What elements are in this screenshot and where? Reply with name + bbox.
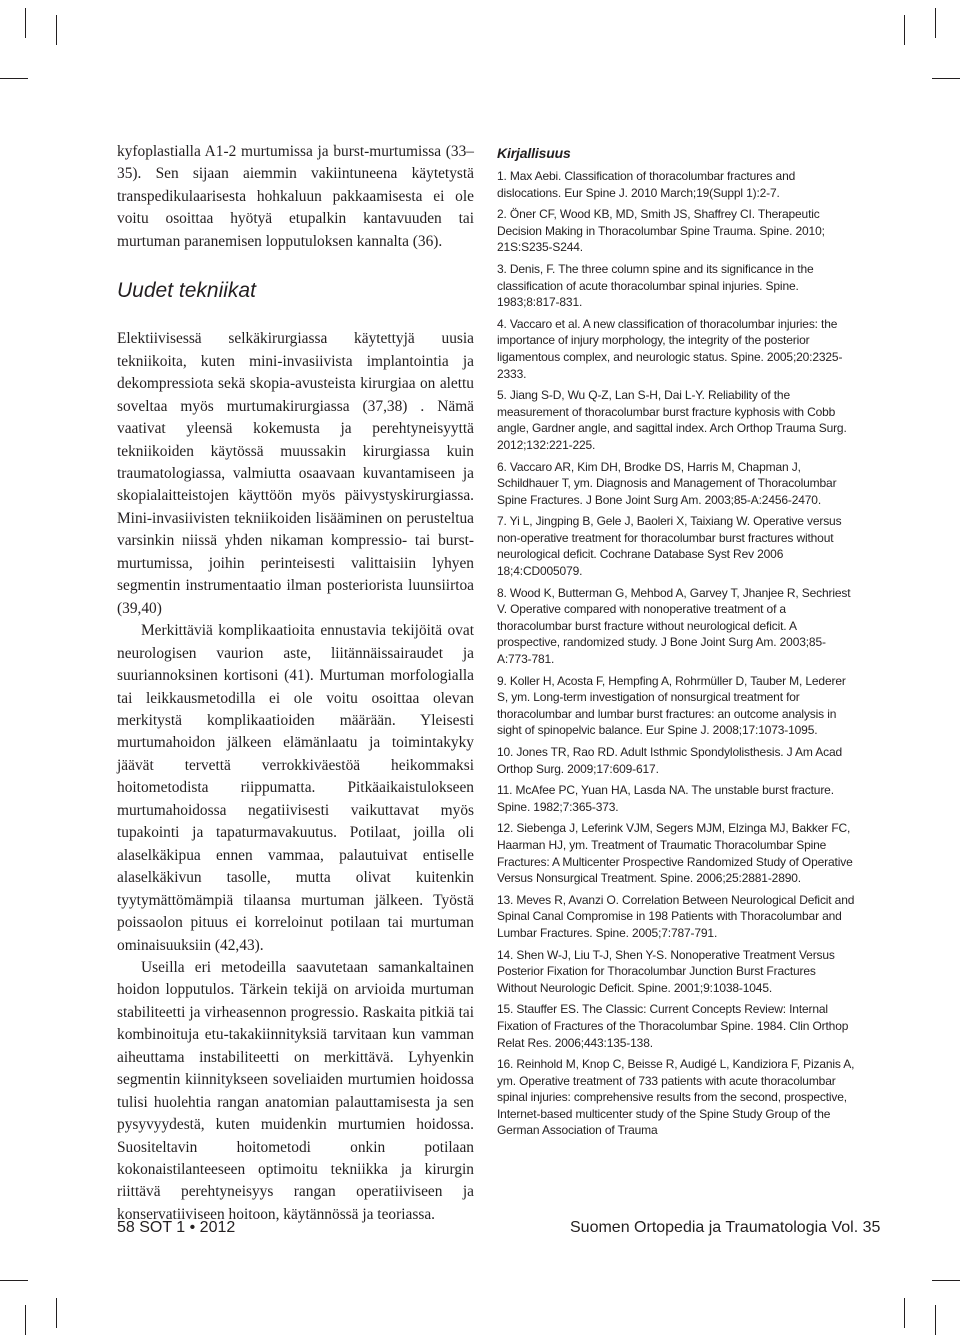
section-heading: Uudet tekniikat [117,279,256,303]
reference-item: 14. Shen W-J, Liu T-J, Shen Y-S. Nonoperative Treatment Versus Posterior Fixation for Thoracolumbar Junction Burst Fractures Without Neurologic Deficit. Spine. 2001;9:1038-1045. [497,947,835,995]
reference-item: 2. Öner CF, Wood KB, MD, Smith JS, Shaffrey CI. Therapeutic Decision Making in Thoracolumbar Spine Trauma. Spine. 2010; 21S:S235-S244. [497,207,825,255]
crop-mark [932,1280,960,1281]
reference-item: 9. Koller H, Acosta F, Hempfing A, Rohrmüller D, Tauber M, Lederer S, ym. Long-term investigation of nonsurgical treatment for thoracolumbar and lumbar burst fractures: an outcome analysis in sight of spinopelvic balance. Eur Spine J. 2008;17:1073-1095. [497,673,846,738]
crop-mark [56,1298,57,1328]
crop-mark [0,78,28,79]
body-paragraph: Merkittäviä komplikaatioita ennustavia tekijöitä ovat neurologisen vaurion aste, liitännäissairaudet ja suuriannoksinen kortisoni (41). Murtuman morfologialla tai leikkausmetodilla ei ole voitu osoittaa olevan merkitystä komplikaatioiden määrään. Yleisesti murtumahoidon jälkeen elämänlaatu ja toimintakyky jäävät tervettä verrokkiväestöä heikommaksi hoitometodista riippumatta. Pitkäaikaistulokseen murtumahoidossa negatiivisesti vaikuttavat myös tupakointi ja tapaturmavakuutus. Potilaat, joilla oli alaselkäkipua ennen vammaa, palautuivat entiselle alaselkäkivun tasolle, mutta olivat kuitenkin tyytymättömämpiä tilaansa murtuman jälkeen. Työstä poissaolon pituus ei korreloinut potilaan tai murtuman ominaisuuksiin (42,43). [117,622,474,954]
references-section [497,144,857,1144]
page-footer-journal: Suomen Ortopedia ja Traumatologia Vol. 35 [570,1219,881,1236]
reference-list [497,168,857,1139]
reference-item: 12. Siebenga J, Leferink VJM, Segers MJM, Elzinga MJ, Bakker FC, Haarman HJ, ym. Treatment of Traumatic Thoracolumbar Spine Fractures: A Multicenter Prospective Randomized Study of Operative Versus Nonsurgical Treatment. Spine. 2006;25:2881-2890. [497,821,853,886]
reference-item: 3. Denis, F. The three column spine and its significance in the classification of acute thoracolumbar spinal injuries. Spine. 1983;8:817-831. [497,261,814,310]
crop-mark [904,1298,905,1328]
crop-mark [935,1305,936,1335]
crop-mark [0,1280,28,1281]
crop-mark [25,1305,26,1335]
body-paragraph: Useilla eri metodeilla saavutetaan samankaltainen hoidon lopputulos. Tärkein tekijä on arvioida murtuman stabiliteetti ja virheasennon progressio. Raskaita pitkiä tai kombinoituja etu-takakiinnityksiä tarvitaan kun vamman aiheuttama instabiliteetti on merkittävä. Lyhyenkin segmentin kiinnitykseen soveliaiden murtumien hoidossa tulisi huolehtia rangan anatomian palauttamisesta ja sen pysyvyydestä, kuten muidenkin murtumien hoidossa. Suositeltavin hoitometodi onkin potilaan kokonaistilanteeseen optimoitu tekniikka ja kirurgin riittävä perehtyneisyys rangan operatiiviseen ja konservatiiviseen hoitoon, käytännössä ja teoriassa. [117,958,474,1223]
crop-mark [932,78,960,79]
reference-item: 13. Meves R, Avanzi O. Correlation Between Neurological Deficit and Spinal Canal Compromise in 198 Patients with Thoracolumbar and Lumbar Fractures. Spine. 2005;7:787-791. [497,892,855,940]
reference-item: 6. Vaccaro AR, Kim DH, Brodke DS, Harris M, Chapman J, Schildhauer T, ym. Diagnosis and Management of Thoracolumbar Spine Fractures. J Bone Joint Surg Am. 2003;85-A:2456-2470. [497,459,837,507]
body-paragraph: Elektiivisessä selkäkirurgiassa käytettyjä uusia tekniikoita, kuten mini-invasiivista implantointia ja dekompressiota sekä skopia-avusteista kirurgiaa on alettu soveltaa myös murtumakirurgiassa (37,38) . Nämä vaativat yleensä kokemusta ja perehtyneisyyttä tekniikoiden käytössä muussakin kirurgiassa kuin traumatologiassa, valmiutta osaavaan kuvantamiseen ja skopialaitteistojen käyttöön myös päivystyskirurgiassa. Mini-invasiivisten tekniikoiden lisääminen on perusteltua varsinkin niissä yhden nikaman kompressio- tai burst-murtumissa, joihin perinteisesti valittaisiin lyhyen segmentin instrumentaatio ilman posteriorista luunsiirtoa (39,40) [117,330,474,617]
crop-mark [935,8,936,38]
crop-mark [56,15,57,45]
reference-item: 11. McAfee PC, Yuan HA, Lasda NA. The unstable burst fracture. Spine. 1982;7:365-373. [497,783,834,814]
reference-item: 5. Jiang S-D, Wu Q-Z, Lan S-H, Dai L-Y. Reliability of the measurement of thoracolumbar burst fracture kyphosis with Cobb angle, Gardner angle, and sagittal index. Arch Orthop Trauma Surg. 2012;132:221-225. [497,388,847,452]
reference-item: 8. Wood K, Butterman G, Mehbod A, Garvey T, Jhanjee R, Sechriest V. Operative compared with nonoperative treatment of a thoracolumbar burst fracture without neurological deficit. A prospective, randomized study. J Bone Joint Surg Am. 2003;85-A:773-781. [497,585,851,667]
reference-item: 1. Max Aebi. Classification of thoracolumbar fractures and dislocations. Eur Spine J. 2010 March;19(Suppl 1):2-7. [497,169,796,200]
crop-mark [25,8,26,38]
reference-item: 16. Reinhold M, Knop C, Beisse R, Audigé L, Kandiziora F, Pizanis A, ym. Operative treatment of 733 patients with acute thoracolumbar spinal injuries: comprehensive results from the second, prospective, Internet-based multicenter study of the Spine Study Group of the German Association of Trauma [497,1057,855,1138]
article-body [117,141,474,1226]
references-heading: Kirjallisuus [497,145,571,161]
crop-mark [904,15,905,45]
intro-paragraph: kyfoplastialla A1-2 murtumissa ja burst-murtumissa (33–35). Sen sijaan aiemmin vakiintuneena käytetystä transpedikulaarisesta hohkaluun pakkaamisesta ei ole voitu osoittaa hyötyä etupalkin kantavuuden tai murtuman paranemisen lopputuloksen kannalta (36). [117,143,474,250]
page-footer-issue: 58 SOT 1 • 2012 [117,1219,236,1236]
reference-item: 4. Vaccaro et al. A new classification of thoracolumbar injuries: the importance of injury morphology, the integrity of the posterior ligamentous complex, and neurologic status. Spine. 2005;20:2325-2333. [497,316,843,381]
reference-item: 15. Stauffer ES. The Classic: Current Concepts Review: Internal Fixation of Fractures of the Thoracolumbar Spine. 1984. Clin Orthop Relat Res. 2006;443:135-138. [497,1002,849,1050]
reference-item: 10. Jones TR, Rao RD. Adult Isthmic Spondylolisthesis. J Am Acad Orthop Surg. 2009;17:609-617. [497,745,843,776]
reference-item: 7. Yi L, Jingping B, Gele J, Baoleri X, Taixiang W. Operative versus non-operative treatment for thoracolumbar burst fractures without neurological deficit. Cochrane Database Syst Rev 2006 18;4:CD005079. [497,514,842,579]
